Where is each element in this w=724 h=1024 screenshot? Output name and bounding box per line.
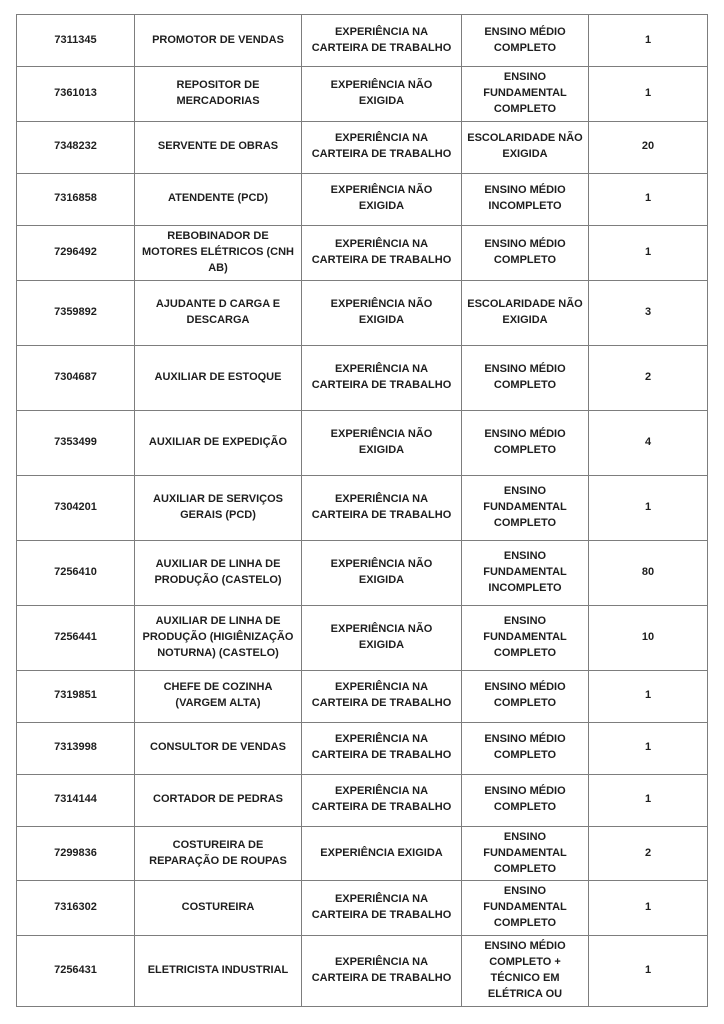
experience-requirement: EXPERIÊNCIA NA CARTEIRA DE TRABALHO (302, 225, 462, 280)
job-title: CORTADOR DE PEDRAS (135, 774, 302, 826)
table-row (17, 605, 708, 670)
education-requirement: ESCOLARIDADE NÃO EXIGIDA (462, 280, 589, 345)
education-requirement: ENSINO FUNDAMENTAL COMPLETO (462, 475, 589, 540)
table-row (17, 121, 708, 173)
education-requirement: ENSINO MÉDIO COMPLETO (462, 670, 589, 722)
openings-count: 3 (589, 280, 708, 345)
openings-count: 4 (589, 410, 708, 475)
openings-count: 1 (589, 67, 708, 122)
job-title: CHEFE DE COZINHA (VARGEM ALTA) (135, 670, 302, 722)
education-requirement: ENSINO MÉDIO COMPLETO + TÉCNICO EM ELÉTRICA OU (462, 936, 589, 1007)
document-page (16, 14, 707, 1007)
experience-requirement: EXPERIÊNCIA NA CARTEIRA DE TRABALHO (302, 345, 462, 410)
table-row (17, 410, 708, 475)
job-title: ELETRICISTA INDUSTRIAL (135, 936, 302, 1007)
table-row (17, 670, 708, 722)
education-requirement: ENSINO MÉDIO COMPLETO (462, 722, 589, 774)
education-requirement: ENSINO MÉDIO COMPLETO (462, 774, 589, 826)
openings-count: 1 (589, 936, 708, 1007)
job-title: PROMOTOR DE VENDAS (135, 15, 302, 67)
education-requirement: ENSINO MÉDIO COMPLETO (462, 410, 589, 475)
table-row (17, 936, 708, 1007)
table-row (17, 475, 708, 540)
vacancy-code: 7256441 (17, 605, 135, 670)
job-title: AUXILIAR DE LINHA DE PRODUÇÃO (HIGIÊNIZAÇÃO NOTURNA) (CASTELO) (135, 605, 302, 670)
openings-count: 1 (589, 881, 708, 936)
education-requirement: ENSINO MÉDIO COMPLETO (462, 225, 589, 280)
job-title: SERVENTE DE OBRAS (135, 121, 302, 173)
table-row (17, 67, 708, 122)
table-row (17, 881, 708, 936)
table-row (17, 280, 708, 345)
job-title: CONSULTOR DE VENDAS (135, 722, 302, 774)
vacancy-code: 7256410 (17, 540, 135, 605)
openings-count: 1 (589, 475, 708, 540)
openings-count: 1 (589, 774, 708, 826)
vacancy-code: 7304687 (17, 345, 135, 410)
openings-count: 80 (589, 540, 708, 605)
vacancy-code: 7359892 (17, 280, 135, 345)
education-requirement: ENSINO FUNDAMENTAL COMPLETO (462, 881, 589, 936)
experience-requirement: EXPERIÊNCIA NA CARTEIRA DE TRABALHO (302, 670, 462, 722)
experience-requirement: EXPERIÊNCIA NÃO EXIGIDA (302, 540, 462, 605)
education-requirement: ENSINO MÉDIO COMPLETO (462, 15, 589, 67)
job-title: AUXILIAR DE EXPEDIÇÃO (135, 410, 302, 475)
job-vacancies-table (16, 14, 708, 1007)
vacancy-code: 7316858 (17, 173, 135, 225)
experience-requirement: EXPERIÊNCIA NA CARTEIRA DE TRABALHO (302, 774, 462, 826)
job-vacancies-body (17, 15, 708, 1007)
job-title: COSTUREIRA DE REPARAÇÃO DE ROUPAS (135, 826, 302, 881)
vacancy-code: 7314144 (17, 774, 135, 826)
experience-requirement: EXPERIÊNCIA NÃO EXIGIDA (302, 67, 462, 122)
openings-count: 2 (589, 345, 708, 410)
table-row (17, 774, 708, 826)
job-title: REPOSITOR DE MERCADORIAS (135, 67, 302, 122)
openings-count: 1 (589, 173, 708, 225)
job-title: REBOBINADOR DE MOTORES ELÉTRICOS (CNH AB) (135, 225, 302, 280)
job-title: AUXILIAR DE SERVIÇOS GERAIS (PCD) (135, 475, 302, 540)
education-requirement: ESCOLARIDADE NÃO EXIGIDA (462, 121, 589, 173)
job-title: COSTUREIRA (135, 881, 302, 936)
table-row (17, 225, 708, 280)
experience-requirement: EXPERIÊNCIA NÃO EXIGIDA (302, 280, 462, 345)
vacancy-code: 7319851 (17, 670, 135, 722)
education-requirement: ENSINO FUNDAMENTAL COMPLETO (462, 826, 589, 881)
experience-requirement: EXPERIÊNCIA NA CARTEIRA DE TRABALHO (302, 15, 462, 67)
openings-count: 1 (589, 722, 708, 774)
vacancy-code: 7299836 (17, 826, 135, 881)
job-title: AUXILIAR DE LINHA DE PRODUÇÃO (CASTELO) (135, 540, 302, 605)
vacancy-code: 7353499 (17, 410, 135, 475)
vacancy-code: 7348232 (17, 121, 135, 173)
vacancy-code: 7311345 (17, 15, 135, 67)
table-row (17, 722, 708, 774)
experience-requirement: EXPERIÊNCIA NÃO EXIGIDA (302, 173, 462, 225)
job-title: ATENDENTE (PCD) (135, 173, 302, 225)
experience-requirement: EXPERIÊNCIA NA CARTEIRA DE TRABALHO (302, 121, 462, 173)
experience-requirement: EXPERIÊNCIA NA CARTEIRA DE TRABALHO (302, 881, 462, 936)
openings-count: 1 (589, 225, 708, 280)
table-row (17, 540, 708, 605)
vacancy-code: 7313998 (17, 722, 135, 774)
table-row (17, 173, 708, 225)
openings-count: 2 (589, 826, 708, 881)
table-row (17, 826, 708, 881)
education-requirement: ENSINO MÉDIO COMPLETO (462, 345, 589, 410)
openings-count: 20 (589, 121, 708, 173)
openings-count: 1 (589, 15, 708, 67)
vacancy-code: 7296492 (17, 225, 135, 280)
job-title: AUXILIAR DE ESTOQUE (135, 345, 302, 410)
openings-count: 10 (589, 605, 708, 670)
education-requirement: ENSINO FUNDAMENTAL COMPLETO (462, 67, 589, 122)
job-title: AJUDANTE D CARGA E DESCARGA (135, 280, 302, 345)
vacancy-code: 7256431 (17, 936, 135, 1007)
experience-requirement: EXPERIÊNCIA NA CARTEIRA DE TRABALHO (302, 722, 462, 774)
table-row (17, 15, 708, 67)
education-requirement: ENSINO MÉDIO INCOMPLETO (462, 173, 589, 225)
table-row (17, 345, 708, 410)
experience-requirement: EXPERIÊNCIA EXIGIDA (302, 826, 462, 881)
education-requirement: ENSINO FUNDAMENTAL INCOMPLETO (462, 540, 589, 605)
openings-count: 1 (589, 670, 708, 722)
experience-requirement: EXPERIÊNCIA NA CARTEIRA DE TRABALHO (302, 936, 462, 1007)
experience-requirement: EXPERIÊNCIA NÃO EXIGIDA (302, 410, 462, 475)
experience-requirement: EXPERIÊNCIA NÃO EXIGIDA (302, 605, 462, 670)
experience-requirement: EXPERIÊNCIA NA CARTEIRA DE TRABALHO (302, 475, 462, 540)
vacancy-code: 7304201 (17, 475, 135, 540)
education-requirement: ENSINO FUNDAMENTAL COMPLETO (462, 605, 589, 670)
vacancy-code: 7316302 (17, 881, 135, 936)
vacancy-code: 7361013 (17, 67, 135, 122)
